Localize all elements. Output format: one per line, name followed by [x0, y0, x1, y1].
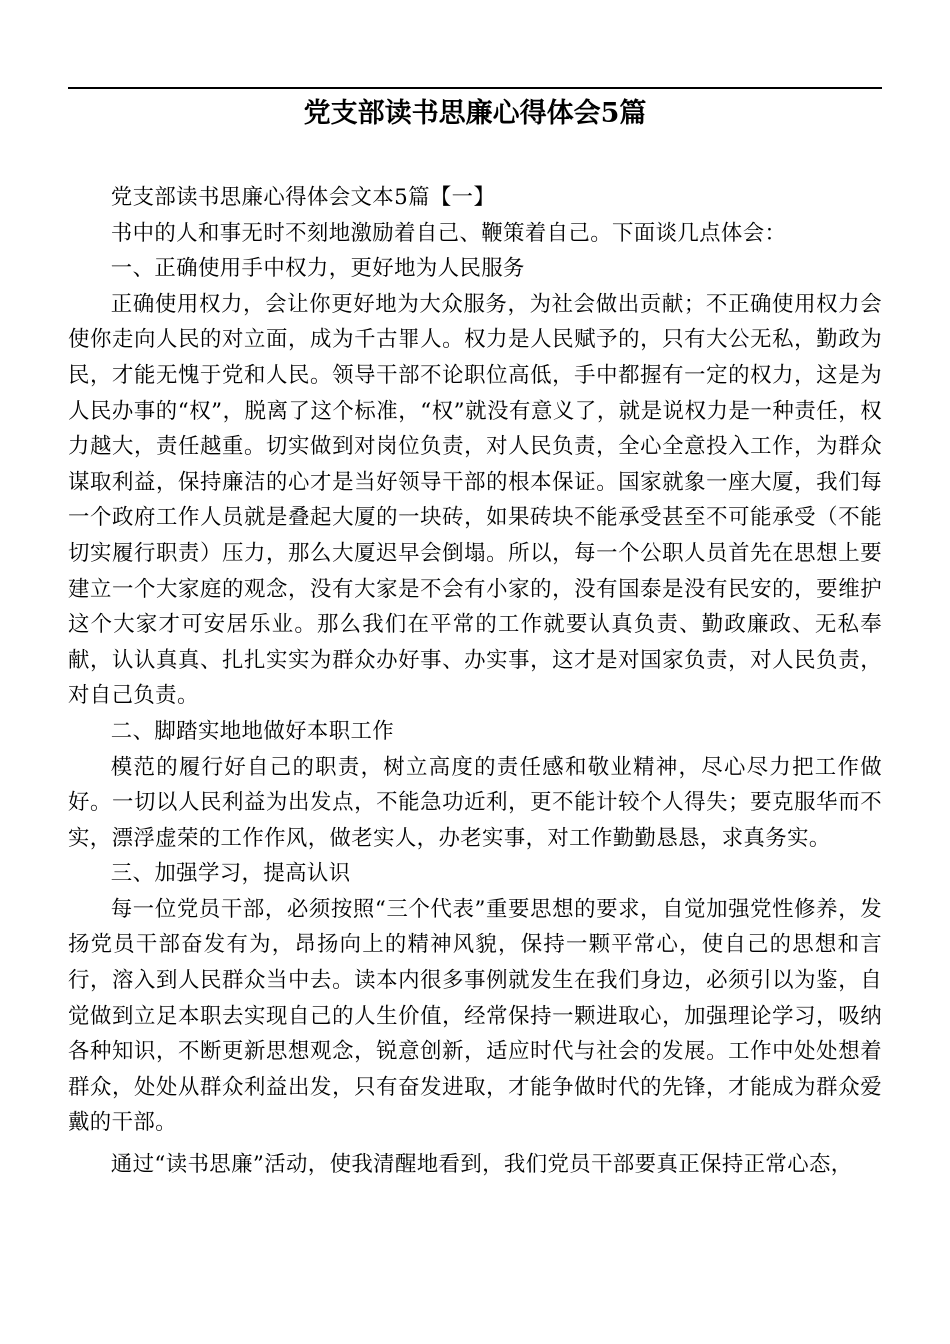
- subheading-power: 一、正确使用手中权力，更好地为人民服务: [110, 256, 525, 282]
- subheading-duty: 二、脚踏实地地做好本职工作: [110, 718, 395, 744]
- paragraph-duty: 模范的履行好自己的职责，树立高度的责任感和敬业精神，尽心尽力把工作做好。一切以人民利益为出发点，不能急功近利，更不能计较个人得失；要克服华而不实，漂浮虚荣的工作作风，做老实人，办老实事，对工作勤勤恳恳，求真务实。: [68, 754, 882, 851]
- intro-paragraph: 书中的人和事无时不刻地激励着自己、鞭策着自己。下面谈几点体会：: [110, 220, 787, 246]
- paragraph-study: 每一位党员干部，必须按照“三个代表”重要思想的要求，自觉加强党性修养，发扬党员干部奋发有为，昂扬向上的精神风貌，保持一颗平常心，使自己的思想和言行，溶入到人民群众当中去。读本内很多事例就发生在我们身边，必须引以为鉴，自觉做到立足本职去实现自己的人生价值，经常保持一颗进取心，加强理论学习，吸纳各种知识，不断更新思想观念，锐意创新，适应时代与社会的发展。工作中处处想着群众，处处从群众利益出发，只有奋发进取，才能争做时代的先锋，才能成为群众爱戴的干部。: [68, 896, 882, 1136]
- subheading-study: 三、加强学习，提高认识: [110, 861, 351, 887]
- document-body: [68, 180, 882, 1183]
- section-heading-part-one: 党支部读书思廉心得体会文本5篇【一】: [110, 185, 496, 210]
- header-rule: [68, 87, 882, 89]
- document-title: 党支部读书思廉心得体会5篇: [303, 98, 647, 129]
- paragraph-conclusion: 通过“读书思廉”活动，使我清醒地看到，我们党员干部要真正保持正常心态，: [110, 1152, 853, 1178]
- paragraph-power: 正确使用权力，会让你更好地为大众服务，为社会做出贡献；不正确使用权力会使你走向人民的对立面，成为千古罪人。权力是人民赋予的，只有大公无私，勤政为民，才能无愧于党和人民。领导干部不论职位高低，手中都握有一定的权力，这是为人民办事的“权”，脱离了这个标准，“权”就没有意义了，就是说权力是一种责任，权力越大，责任越重。切实做到对岗位负责，对人民负责，全心全意投入工作，为群众谋取利益，保持廉洁的心才是当好领导干部的根本保证。国家就象一座大厦，我们每一个政府工作人员就是叠起大厦的一块砖，如果砖块不能承受甚至不可能承受（不能切实履行职责）压力，那么大厦迟早会倒塌。所以，每一个公职人员首先在思想上要建立一个大家庭的观念，没有大家是不会有小家的，没有国泰是没有民安的，要维护这个大家才可安居乐业。那么我们在平常的工作就要认真负责、勤政廉政、无私奉献，认认真真、扎扎实实为群众办好事、办实事，这才是对国家负责，对人民负责，对自己负责。: [68, 291, 882, 709]
